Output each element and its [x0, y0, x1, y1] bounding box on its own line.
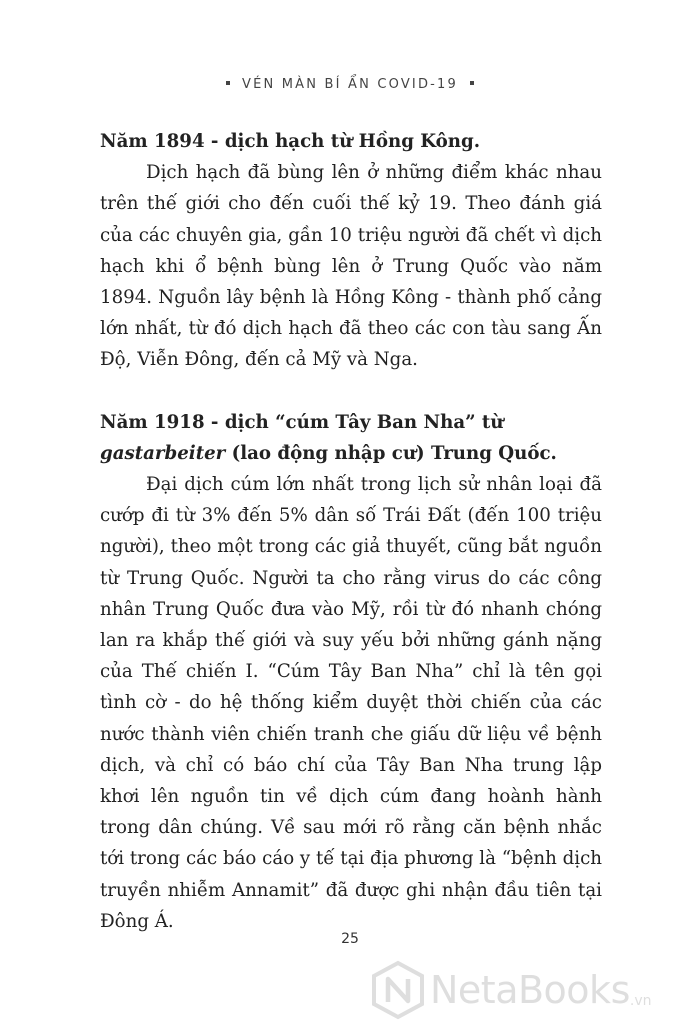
header-title: VÉN MÀN BÍ ẨN COVID-19	[241, 77, 459, 92]
heading-1918-part-2: (lao động nhập cư) Trung Quốc.	[225, 442, 557, 464]
page-number: 25	[341, 931, 359, 947]
section-gap	[100, 376, 602, 407]
heading-1918-italic-term: gastarbeiter	[100, 442, 226, 464]
header-dot-left	[226, 81, 230, 85]
running-header	[0, 77, 700, 92]
section-paragraph-1918: Đại dịch cúm lớn nhất trong lịch sử nhân loại đã cướp đi từ 3% đến 5% dân số Trái Đất (đến 100 triệu người), theo một trong các giả thuyết, cũng bắt nguồn từ Trung Quốc. Người ta cho rằng virus do các công nhân Trung Quốc đưa vào Mỹ, rồi từ đó nhanh chóng lan ra khắp thế giới và suy yếu bởi những gánh nặng của Thế chiến I. “Cúm Tây Ban Nha” chỉ là tên gọi tình cờ - do hệ thống kiểm duyệt thời chiến của các nước thành viên chiến tranh che giấu dữ liệu về bệnh dịch, và chỉ có báo chí của Tây Ban Nha trung lập khơi lên nguồn tin về dịch cúm đang hoành hành trong dân chúng. Về sau mới rõ rằng căn bệnh nhắc tới trong các báo cáo y tế tại địa phương là “bệnh dịch truyền nhiễm Annamit” đã được ghi nhận đầu tiên tại Đông Á.	[100, 474, 602, 932]
header-dot-right	[470, 81, 474, 85]
watermark-suffix: .vn	[629, 993, 652, 1009]
netabooks-logo-icon	[370, 960, 426, 1020]
section-heading-1918	[100, 407, 602, 469]
page-body	[100, 126, 602, 937]
netabooks-watermark	[370, 955, 690, 1025]
section-heading-1894: Năm 1894 - dịch hạch từ Hồng Kông.	[100, 131, 481, 152]
heading-1918-part-1: Năm 1918 - dịch “cúm Tây Ban Nha” từ	[100, 411, 504, 433]
section-paragraph-1894: Dịch hạch đã bùng lên ở những điểm khác nhau trên thế giới cho đến cuối thế kỷ 19. Theo đánh giá của các chuyên gia, gần 10 triệu người đã chết vì dịch hạch khi ổ bệnh bùng lên ở Trung Quốc vào năm 1894. Nguồn lây bệnh là Hồng Kông - thành phố cảng lớn nhất, từ đó dịch hạch đã theo các con tàu sang Ấn Độ, Viễn Đông, đến cả Mỹ và Nga.	[100, 162, 602, 371]
watermark-brand: NetaBooks	[430, 968, 630, 1012]
